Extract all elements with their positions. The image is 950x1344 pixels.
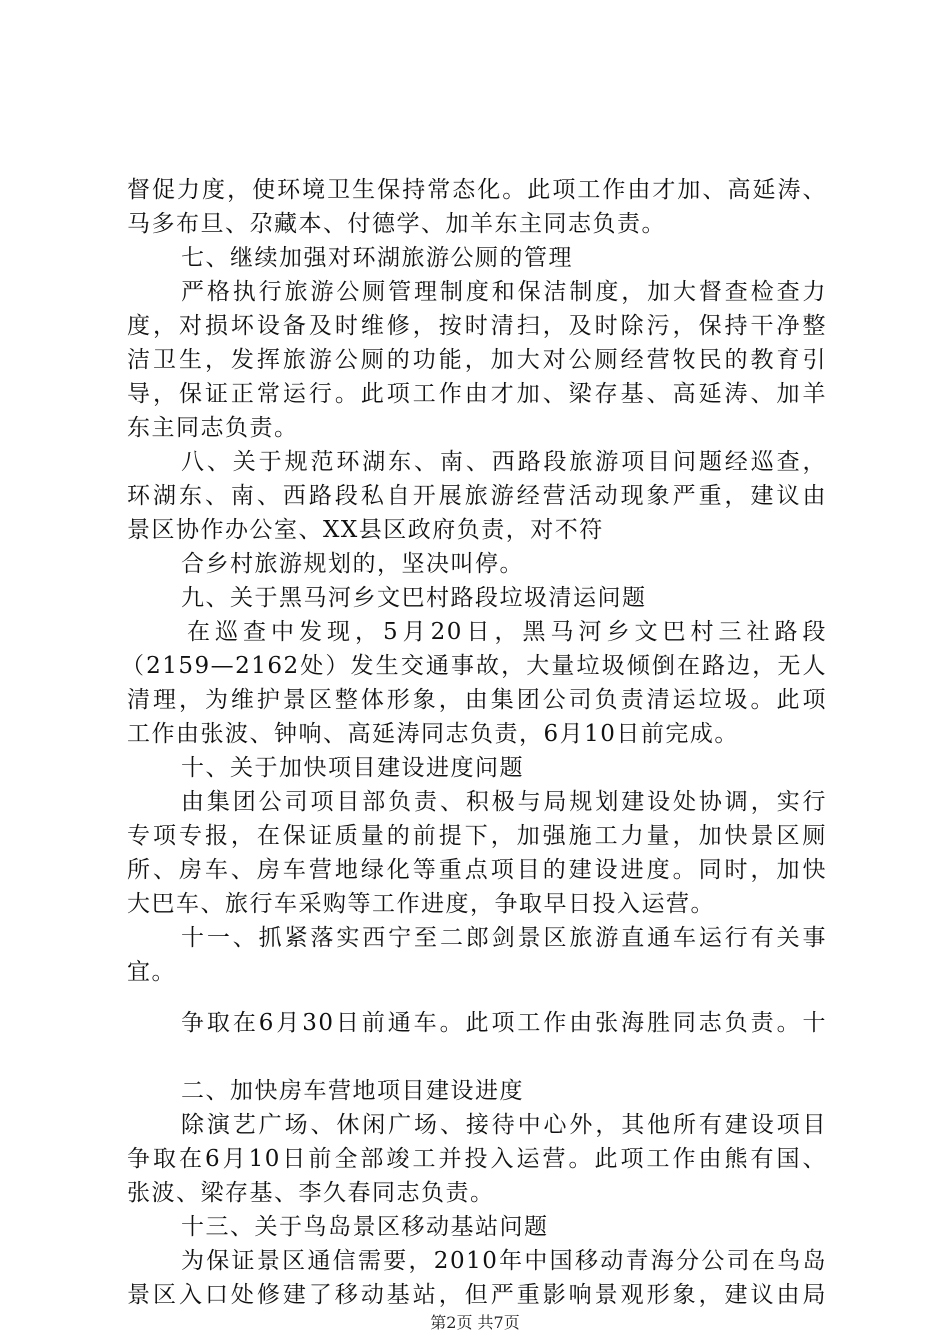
text-line: 除演艺广场、休闲广场、接待中心外，其他所有建设项目 bbox=[181, 1112, 827, 1138]
section-heading: 十三、关于鸟岛景区移动基站问题 bbox=[181, 1214, 549, 1240]
text-line: 景区入口处修建了移动基站，但严重影响景观形象，建议由局 bbox=[127, 1282, 827, 1308]
section-heading: 九、关于黑马河乡文巴村路段垃圾清运问题 bbox=[181, 585, 647, 611]
section-heading: 七、继续加强对环湖旅游公厕的管理 bbox=[181, 245, 573, 271]
text-line: 景区协作办公室、XX县区政府负责，对不符 bbox=[127, 517, 604, 543]
text-line: （2159—2162处）发生交通事故，大量垃圾倾倒在路边，无人 bbox=[121, 653, 827, 679]
section-heading: 八、关于规范环湖东、南、西路段旅游项目问题经巡查， bbox=[181, 449, 827, 475]
section-heading: 十、关于加快项目建设进度问题 bbox=[181, 755, 524, 781]
text-line: 张波、梁存基、李久春同志负责。 bbox=[127, 1180, 495, 1206]
text-line: 导，保证正常运行。此项工作由才加、梁存基、高延涛、加羊 bbox=[127, 381, 827, 407]
text-line: 宜。 bbox=[127, 959, 176, 985]
text-line: 工作由张波、钟响、高延涛同志负责，6月10日前完成。 bbox=[127, 721, 739, 747]
text-line: 清理，为维护景区整体形象，由集团公司负责清运垃圾。此项 bbox=[127, 687, 827, 713]
text-line: 所、房车、房车营地绿化等重点项目的建设进度。同时，加快 bbox=[127, 857, 827, 883]
section-heading: 十一、抓紧落实西宁至二郎剑景区旅游直通车运行有关事 bbox=[181, 925, 827, 951]
text-line: 专项专报，在保证质量的前提下，加强施工力量，加快景区厕 bbox=[127, 823, 827, 849]
text-line: 争取在6月10日前全部竣工并投入运营。此项工作由熊有国、 bbox=[127, 1146, 827, 1172]
text-line: 合乡村旅游规划的，坚决叫停。 bbox=[181, 551, 524, 577]
text-line: 严格执行旅游公厕管理制度和保洁制度，加大督查检查力 bbox=[181, 279, 827, 305]
text-line: 环湖东、南、西路段私自开展旅游经营活动现象严重，建议由 bbox=[127, 483, 827, 509]
page-number-footer: 第2页 共7页 bbox=[430, 1313, 520, 1332]
text-line: 洁卫生，发挥旅游公厕的功能，加大对公厕经营牧民的教育引 bbox=[127, 347, 827, 373]
text-line: 东主同志负责。 bbox=[127, 415, 299, 441]
text-line: 马多布旦、尕藏本、付德学、加羊东主同志负责。 bbox=[127, 211, 666, 237]
text-line: 督促力度，使环境卫生保持常态化。此项工作由才加、高延涛、 bbox=[127, 177, 827, 203]
text-line: 大巴车、旅行车采购等工作进度，争取早日投入运营。 bbox=[127, 891, 715, 917]
text-line: 在巡查中发现，5月20日，黑马河乡文巴村三社路段 bbox=[187, 619, 827, 645]
text-line: 度，对损坏设备及时维修，按时清扫，及时除污，保持干净整 bbox=[127, 313, 827, 339]
section-heading: 二、加快房车营地项目建设进度 bbox=[181, 1078, 524, 1104]
text-line: 争取在6月30日前通车。此项工作由张海胜同志负责。十 bbox=[181, 1010, 827, 1036]
text-line: 为保证景区通信需要，2010年中国移动青海分公司在鸟岛 bbox=[181, 1248, 827, 1274]
text-line: 由集团公司项目部负责、积极与局规划建设处协调，实行 bbox=[181, 789, 827, 815]
